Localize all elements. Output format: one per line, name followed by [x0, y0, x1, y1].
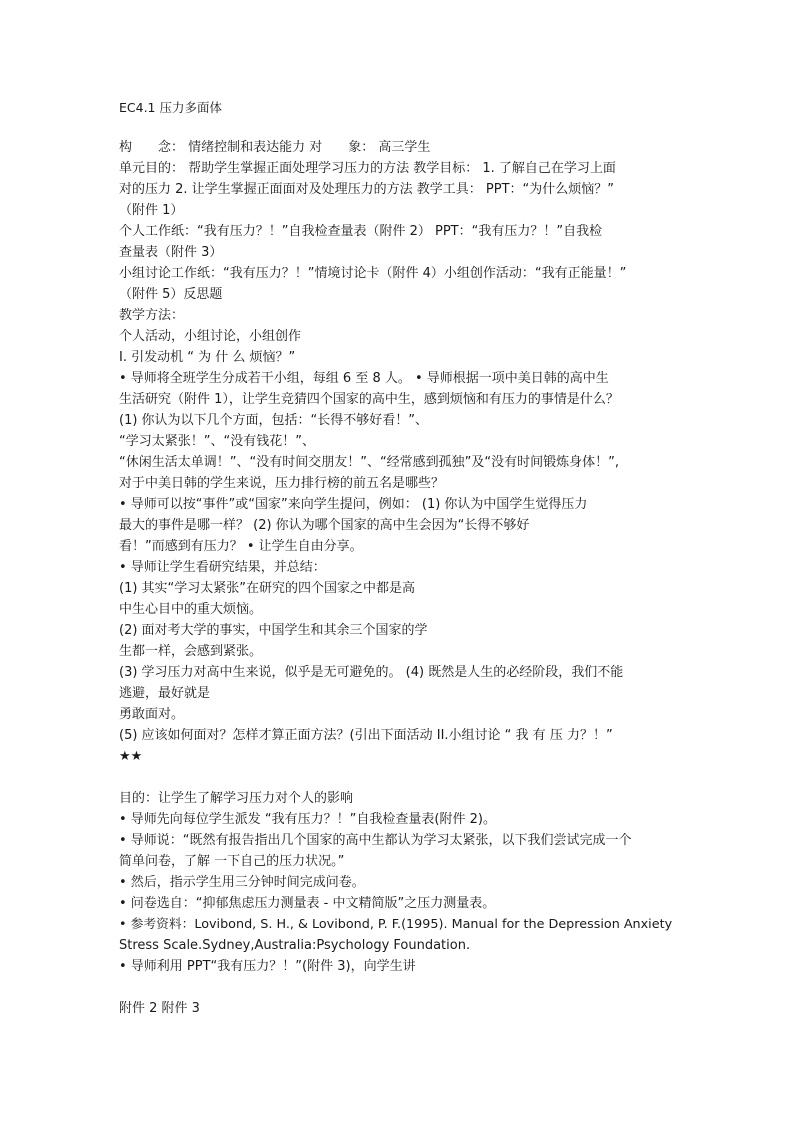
stars-mark: ★★ — [119, 749, 143, 764]
text-line: (1) 其实“学习太紧张”在研究的四个国家之中都是高 — [119, 581, 416, 596]
text-line: 对于中美日韩的学生来说，压力排行榜的前五名是哪些？ — [119, 476, 445, 491]
text-line: 查量表（附件 3） — [119, 245, 223, 260]
construct-line: 构 念： 情绪控制和表达能力 对 象： 高三学生 — [119, 140, 431, 155]
text-line: 生都一样，会感到紧张。 — [119, 644, 263, 659]
text-line: (2) 面对考大学的事实，中国学生和其余三个国家的学 — [119, 623, 428, 638]
text-line: 中生心目中的重大烦恼。 — [119, 602, 263, 617]
text-line: 个人活动，小组讨论，小组创作 — [119, 329, 302, 344]
text-line: 看！”而感到有压力？ • 让学生自由分享。 — [119, 539, 363, 554]
text-line: • 导师先向每位学生派发 “我有压力？！”自我检查量表(附件 2)。 — [119, 812, 496, 827]
text-line: (3) 学习压力对高中生来说，似乎是无可避免的。 (4) 既然是人生的必经阶段，我们不能 — [119, 665, 624, 680]
text-line: • 导师让学生看研究结果，并总结： — [119, 560, 326, 575]
text-line: 勇敢面对。 — [119, 707, 185, 722]
text-line: • 导师将全班学生分成若干小组，每组 6 至 8 人。 • 导师根据一项中美日韩的高中生 — [119, 371, 609, 386]
reference-line: • 参考资料：Lovibond, S. H., & Lovibond, P. F.(1995). Manual for the Depression Anxiety — [119, 917, 673, 932]
unit-aim-line: 单元目的： 帮助学生掌握正面处理学习压力的方法 教学目标： 1. 了解自己在学习上面 — [119, 161, 616, 176]
text-line: 最大的事件是哪一样？ (2) 你认为哪个国家的高中生会因为“长得不够好 — [119, 518, 530, 533]
appendix-line: 附件 2 附件 3 — [119, 1001, 200, 1016]
section-heading: I. 引发动机 “ 为 什 么 烦恼？” — [119, 350, 296, 365]
text-line: “休闲生活太单调！”、“没有时间交朋友！”、“经常感到孤独”及“没有时间锻炼身体！”, — [119, 455, 620, 470]
text-line: （附件 5）反思题 — [119, 287, 223, 302]
text-line: • 导师利用 PPT“我有压力？！”(附件 3)，向学生讲 — [119, 959, 416, 974]
text-line: 简单问卷，了解 一下自己的压力状况。” — [119, 854, 345, 869]
text-line: （附件 1） — [119, 203, 184, 218]
text-line: • 导师说：“既然有报告指出几个国家的高中生都认为学习太紧张，以下我们尝试完成一个 — [119, 833, 632, 848]
text-line: 对的压力 2. 让学生掌握正面面对及处理压力的方法 教学工具： PPT：“为什么烦恼？” — [119, 182, 615, 197]
doc-title: EC4.1 压力多面体 — [119, 100, 222, 115]
text-line: 生活研究（附件 1），让学生竞猜四个国家的高中生，感到烦恼和有压力的事情是什么？ — [119, 392, 619, 407]
text-line: “学习太紧张！”、“没有钱花！”、 — [119, 434, 315, 449]
text-line: (5) 应该如何面对？怎样才算正面方法？(引出下面活动 II.小组讨论 “ 我 有 压 力？！” — [119, 728, 613, 743]
text-line: 逃避，最好就是 — [119, 686, 211, 701]
text-line: • 然后，指示学生用三分钟时间完成问卷。 — [119, 875, 365, 890]
text-line: 个人工作纸：“我有压力？！”自我检查量表（附件 2） PPT：“我有压力？！”自我检 — [119, 224, 603, 239]
text-line: • 问卷选自：“抑郁焦虑压力测量表 - 中文精简版”之压力测量表。 — [119, 896, 496, 911]
text-line: • 导师可以按“事件”或“国家”来向学生提问，例如： (1) 你认为中国学生觉得压力 — [119, 497, 588, 512]
teaching-method-heading: 教学方法： — [119, 308, 185, 323]
text-line: 小组讨论工作纸：“我有压力？！”情境讨论卡（附件 4）小组创作活动：“我有正能量！” — [119, 266, 627, 281]
text-line: (1) 你认为以下几个方面，包括：“长得不够好看！”、 — [119, 413, 429, 428]
purpose-line: 目的：让学生了解学习压力对个人的影响 — [119, 791, 354, 806]
reference-line: Stress Scale.Sydney,Australia:Psychology Foundation. — [119, 938, 471, 953]
